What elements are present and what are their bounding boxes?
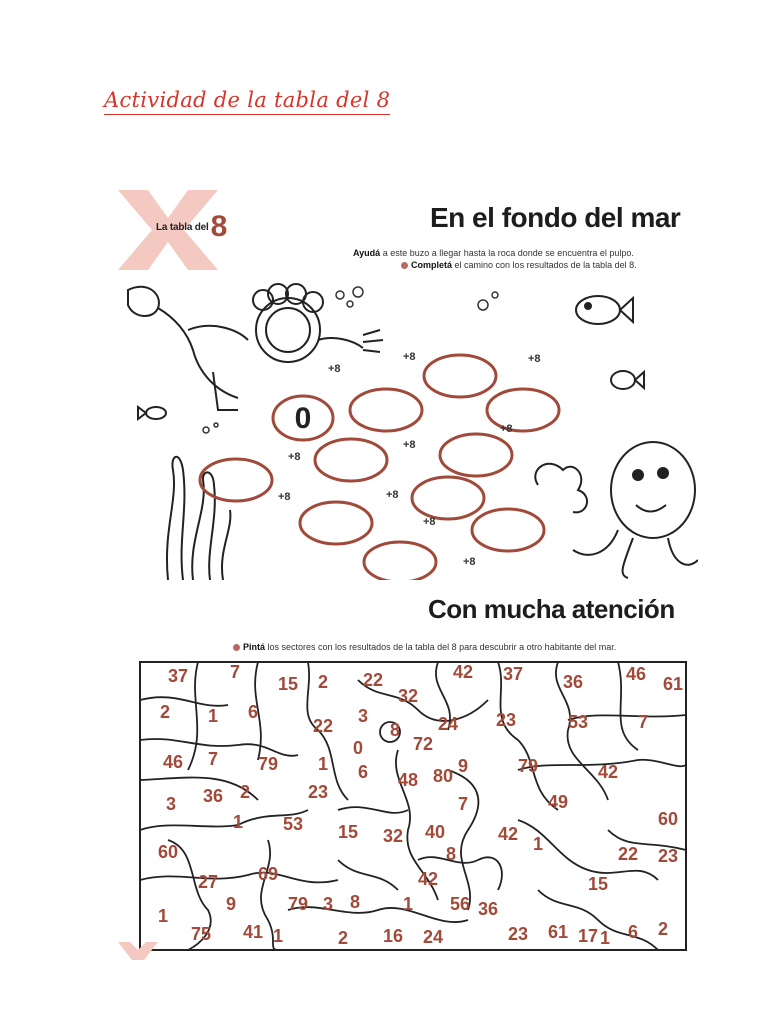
- answer-ellipses: [200, 355, 559, 580]
- puzzle-number: 1: [533, 834, 544, 854]
- answer-ellipse: [440, 434, 512, 476]
- step-label: +8: [386, 489, 399, 501]
- puzzle-number: 1: [318, 754, 329, 774]
- puzzle-number: 79: [258, 754, 279, 774]
- puzzle-number: 3: [323, 894, 334, 914]
- step-label: +8: [463, 556, 476, 568]
- puzzle-number: 9: [458, 756, 469, 776]
- instruction-2-rest: el camino con los resultados de la tabla del 8.: [454, 260, 637, 270]
- puzzle-number: 22: [363, 670, 384, 690]
- step-label: +8: [403, 351, 416, 363]
- instruction-1-bold: Ayudá: [353, 248, 381, 258]
- step-label: +8: [403, 439, 416, 451]
- puzzle-number: 80: [433, 766, 454, 786]
- section1-instruction-2: [401, 260, 637, 271]
- puzzle-number: 1: [273, 926, 284, 946]
- puzzle-number: 1: [158, 906, 169, 926]
- section1-title: En el fondo del mar: [430, 202, 681, 233]
- puzzle-number: 2: [160, 702, 171, 722]
- puzzle-number: 53: [568, 712, 589, 732]
- puzzle-number: 36: [478, 899, 499, 919]
- puzzle-number: 72: [413, 734, 434, 754]
- puzzle-number: 8: [350, 892, 361, 912]
- puzzle-number: 79: [518, 756, 539, 776]
- step-label: +8: [500, 423, 513, 435]
- puzzle-number: 3: [358, 706, 369, 726]
- puzzle-number: 2: [338, 928, 349, 948]
- puzzle-number: 37: [168, 666, 189, 686]
- puzzle-number: 23: [308, 782, 329, 802]
- puzzle-number: 9: [226, 894, 237, 914]
- worksheet-page: [118, 190, 698, 960]
- puzzle-number: 37: [503, 664, 524, 684]
- section-badge: [156, 210, 227, 244]
- section1-instruction-1: [353, 248, 634, 259]
- puzzle-number: 48: [398, 770, 419, 790]
- puzzle-number: 27: [198, 872, 219, 892]
- puzzle-number: 61: [548, 922, 569, 942]
- puzzle-number: 7: [230, 662, 241, 682]
- puzzle-number: 24: [438, 714, 459, 734]
- puzzle-number: 7: [638, 712, 649, 732]
- step-label: +8: [328, 363, 341, 375]
- answer-ellipse: [472, 509, 544, 551]
- puzzle-number: 46: [626, 664, 647, 684]
- puzzle-number: 1: [600, 928, 611, 948]
- puzzle-number: 2: [318, 672, 329, 692]
- step-label: +8: [278, 491, 291, 503]
- puzzle-number: 8: [390, 720, 401, 740]
- puzzle-number: 23: [658, 846, 679, 866]
- puzzle-number: 42: [598, 762, 619, 782]
- puzzle-number: 8: [446, 844, 457, 864]
- puzzle-number: 24: [423, 927, 444, 947]
- puzzle-number: 6: [358, 762, 369, 782]
- answer-ellipse: [364, 542, 436, 580]
- step-label: +8: [288, 451, 301, 463]
- section2-instruction-rest: los sectores con los resultados de la tabla del 8 para descubrir a otro habitante del mar.: [267, 642, 617, 652]
- section2-instruction-bold: Pintá: [243, 642, 266, 652]
- answer-ellipse: [412, 477, 484, 519]
- bullet-icon: [233, 644, 240, 651]
- puzzle-number: 56: [450, 894, 471, 914]
- step-label: +8: [528, 353, 541, 365]
- badge-label: La tabla del: [156, 222, 209, 233]
- instruction-2-bold: Completá: [411, 260, 453, 270]
- puzzle-number: 3: [166, 794, 177, 814]
- puzzle-number: 41: [243, 922, 264, 942]
- puzzle-number: 22: [313, 716, 334, 736]
- answer-ellipse: [315, 439, 387, 481]
- puzzle-number: 53: [283, 814, 304, 834]
- diver-illustration: [128, 284, 383, 410]
- section2-title: Con mucha atención: [428, 594, 675, 624]
- color-by-number-puzzle: [138, 660, 688, 952]
- puzzle-number: 1: [208, 706, 219, 726]
- step-label: +8: [423, 516, 436, 528]
- puzzle-number: 32: [383, 826, 404, 846]
- puzzle-number: 46: [163, 752, 184, 772]
- puzzle-number: 61: [663, 674, 684, 694]
- puzzle-number: 75: [191, 924, 212, 944]
- puzzle-number: 0: [353, 738, 364, 758]
- puzzle-number: 15: [588, 874, 609, 894]
- puzzle-number: 42: [498, 824, 519, 844]
- fish-illustration: [138, 296, 644, 419]
- puzzle-number: 36: [563, 672, 584, 692]
- bullet-icon: [401, 262, 408, 269]
- puzzle-number: 7: [458, 794, 469, 814]
- puzzle-number: 1: [403, 894, 414, 914]
- puzzle-number: 1: [233, 812, 244, 832]
- puzzle-numbers: [158, 662, 683, 948]
- puzzle-number: 15: [338, 822, 359, 842]
- document-heading: Actividad de la tabla del 8: [104, 88, 390, 115]
- puzzle-number: 7: [208, 749, 219, 769]
- answer-ellipse: [200, 459, 272, 501]
- answer-ellipse: [487, 389, 559, 431]
- puzzle-number: 15: [278, 674, 299, 694]
- puzzle-number: 42: [418, 869, 439, 889]
- seaweed-illustration: [167, 457, 230, 580]
- answer-ellipse: [350, 389, 422, 431]
- sea-path-illustration: [118, 280, 698, 580]
- puzzle-number: 49: [548, 792, 569, 812]
- answer-ellipse: [300, 502, 372, 544]
- puzzle-number: 32: [398, 686, 419, 706]
- answer-ellipse: [424, 355, 496, 397]
- puzzle-number: 2: [658, 919, 669, 939]
- puzzle-number: 6: [248, 702, 259, 722]
- octopus-illustration: [535, 442, 698, 578]
- start-value: 0: [294, 402, 312, 435]
- instruction-1-rest: a este buzo a llegar hasta la roca donde se encuentra el pulpo.: [382, 248, 634, 258]
- puzzle-number: 40: [425, 822, 446, 842]
- puzzle-number: 22: [618, 844, 639, 864]
- puzzle-number: 42: [453, 662, 474, 682]
- puzzle-number: 79: [288, 894, 309, 914]
- puzzle-number: 6: [628, 922, 639, 942]
- section2-instruction: [233, 642, 616, 653]
- puzzle-number: 36: [203, 786, 224, 806]
- puzzle-number: 69: [258, 864, 279, 884]
- puzzle-number: 17: [578, 926, 599, 946]
- puzzle-number: 23: [496, 710, 517, 730]
- step-labels: [278, 351, 541, 568]
- puzzle-number: 60: [158, 842, 179, 862]
- multiplication-x-mark-bottom: [118, 942, 158, 960]
- puzzle-number: 23: [508, 924, 529, 944]
- puzzle-number: 2: [240, 782, 251, 802]
- puzzle-number: 60: [658, 809, 679, 829]
- badge-number: 8: [210, 210, 228, 243]
- puzzle-number: 16: [383, 926, 404, 946]
